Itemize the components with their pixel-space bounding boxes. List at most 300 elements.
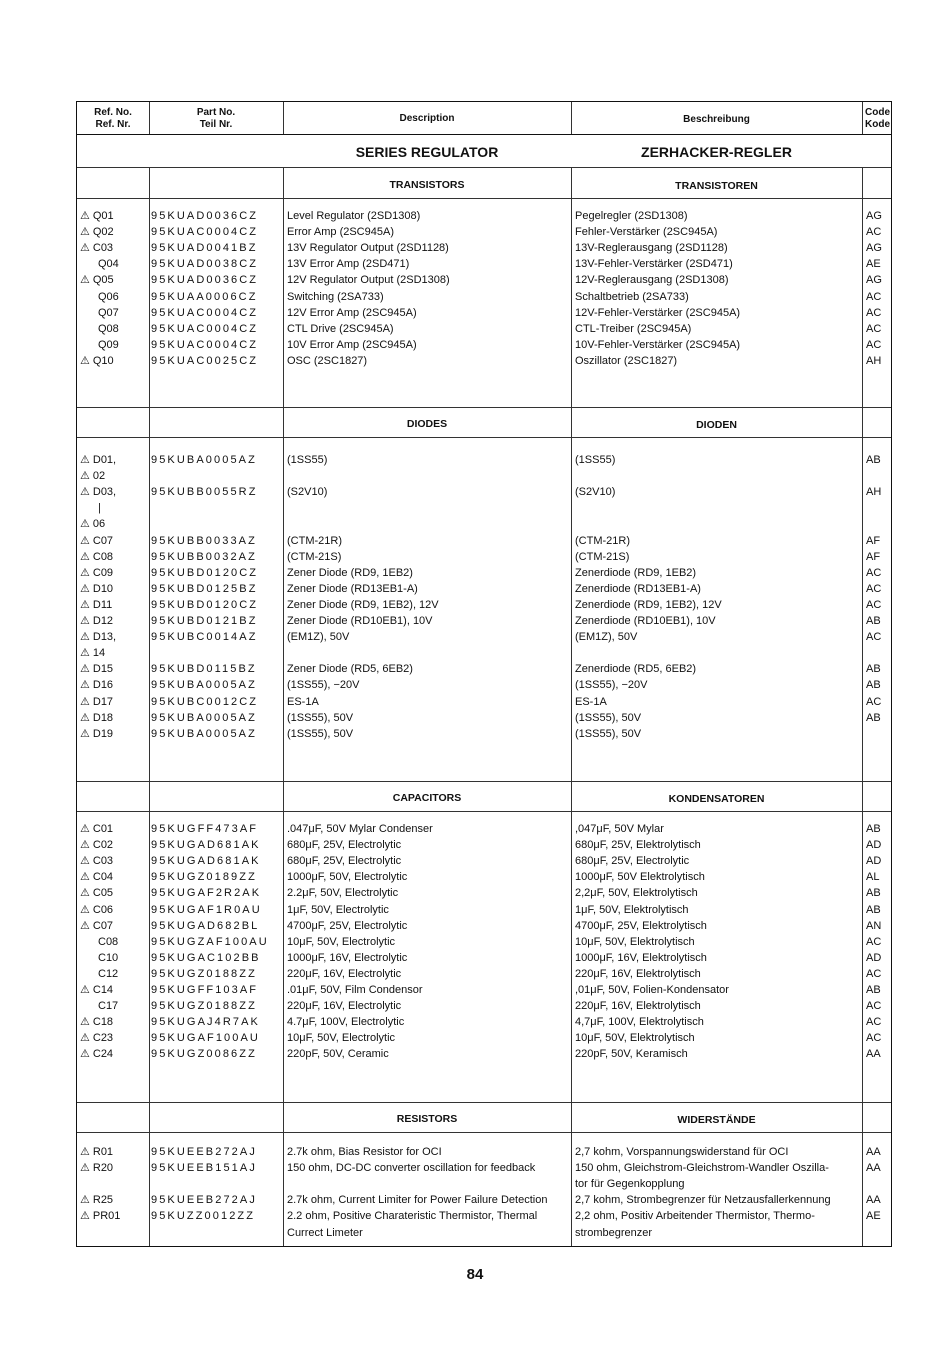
part-number: 95KUGAC102BB — [151, 951, 261, 964]
header-beschreibung: Beschreibung — [683, 114, 750, 125]
warning-icon: ⚠ — [80, 711, 90, 724]
description: OSC (2SC1827) — [287, 354, 368, 367]
part-number: 95KUEEB272AJ — [151, 1146, 257, 1158]
ref-cell — [80, 468, 105, 484]
warning-icon: ⚠ — [80, 534, 90, 547]
part-number: 95KUGZ0188ZZ — [151, 1000, 257, 1013]
beschreibung: 2,2μF, 50V, Elektrolytisch — [575, 887, 698, 900]
ref-cell — [80, 853, 113, 869]
beschreibung: 10V-Fehler-Verstärker (2SC945A) — [575, 338, 741, 351]
code: AB — [866, 823, 881, 835]
beschreibung: 10μF, 50V, Elektrolytisch — [575, 935, 695, 948]
beschreibung: Zenerdiode (RD9, 1EB2), 12V — [575, 598, 722, 611]
description: (CTM-21S) — [287, 550, 342, 563]
title-de: ZERHACKER-REGLER — [641, 144, 792, 160]
ref-number: | — [98, 502, 101, 515]
beschreibung: 2,2 ohm, Positiv Arbeitender Thermistor, Thermo- — [575, 1210, 815, 1223]
code: AB — [866, 663, 881, 676]
ref-cell — [80, 726, 113, 742]
ref-number: C10 — [98, 951, 119, 964]
table-row — [77, 710, 893, 726]
header-description: Description — [399, 113, 455, 124]
ref-cell — [80, 1208, 120, 1224]
table-row — [77, 256, 893, 272]
ref-cell — [80, 549, 113, 565]
ref-cell — [80, 353, 114, 369]
table-row — [77, 321, 893, 337]
table-row — [77, 645, 893, 661]
ref-cell — [80, 677, 113, 693]
ref-cell — [80, 516, 105, 532]
ref-cell — [80, 918, 113, 934]
ref-cell — [80, 710, 113, 726]
table-row — [77, 549, 893, 565]
part-number: 95KUAC0004CZ — [151, 338, 259, 351]
section-title-en: CAPACITORS — [392, 792, 462, 804]
description: 10μF, 50V, Electrolytic — [287, 935, 396, 948]
part-number: 95KUAC0004CZ — [151, 322, 259, 335]
table-row — [77, 516, 893, 532]
code: AC — [866, 290, 882, 303]
table-row — [77, 468, 893, 484]
warning-icon: ⚠ — [80, 550, 90, 563]
part-number: 95KUBD0120CZ — [151, 566, 259, 579]
description: 220μF, 16V, Electrolytic — [287, 1000, 402, 1013]
beschreibung: Zenerdiode (RD9, 1EB2) — [575, 566, 697, 579]
ref-number: Q10 — [92, 354, 114, 367]
warning-icon: ⚠ — [80, 1210, 90, 1223]
description: Error Amp (2SC945A) — [287, 226, 394, 239]
description: (1SS55), −20V — [287, 679, 360, 692]
ref-number: R20 — [92, 1162, 114, 1175]
header-kode-label: Kode — [865, 119, 890, 130]
part-number: 95KUGAD682BL — [151, 919, 260, 932]
beschreibung: strombegrenzer — [575, 1226, 653, 1239]
table-row — [77, 597, 893, 613]
ref-number: C08 — [98, 935, 119, 948]
code: AA — [866, 1162, 881, 1175]
code: AA — [866, 1146, 881, 1158]
code: AB — [866, 984, 881, 996]
warning-icon: ⚠ — [80, 274, 90, 287]
part-number: 95KUBA0005AZ — [151, 727, 257, 740]
part-number: 95KUBD0120CZ — [151, 598, 259, 611]
description: Zener Diode (RD9, 1EB2) — [287, 566, 413, 579]
warning-icon: ⚠ — [80, 855, 90, 868]
part-number: 95KUBA0005AZ — [151, 454, 257, 466]
ref-cell — [80, 934, 118, 950]
header-ref-no: Ref. No. — [94, 107, 132, 118]
ref-cell — [80, 1225, 98, 1241]
ref-cell — [80, 694, 113, 710]
description: 680μF, 25V, Electrolytic — [287, 839, 402, 852]
table-row — [77, 837, 893, 853]
code: AC — [866, 967, 882, 980]
warning-icon: ⚠ — [80, 984, 90, 996]
warning-icon: ⚠ — [80, 727, 90, 740]
beschreibung: 2,7 kohm, Vorspannungswiderstand für OCI — [575, 1146, 789, 1158]
warning-icon: ⚠ — [80, 823, 90, 835]
beschreibung: 12V-Fehler-Verstärker (2SC945A) — [575, 306, 741, 319]
description: 10V Error Amp (2SC945A) — [287, 338, 417, 351]
description: (CTM-21R) — [287, 534, 342, 547]
code: AC — [866, 1032, 882, 1045]
table-row — [77, 1030, 893, 1046]
table-row — [77, 500, 893, 516]
ref-cell — [80, 581, 113, 597]
beschreibung: ,01μF, 50V, Folien-Kondensator — [575, 984, 729, 996]
table-row — [77, 1014, 893, 1030]
section-band — [150, 408, 283, 437]
description: 10μF, 50V, Electrolytic — [287, 1032, 396, 1045]
beschreibung: 10μF, 50V, Elektrolytisch — [575, 1032, 695, 1045]
ref-number: Q02 — [92, 226, 114, 239]
description: CTL Drive (2SC945A) — [287, 322, 394, 335]
beschreibung: 13V-Fehler-Verstärker (2SD471) — [575, 258, 733, 271]
beschreibung: 220μF, 16V, Elektrolytisch — [575, 967, 701, 980]
beschreibung: 680μF, 25V, Electrolytic — [575, 855, 690, 868]
code: AB — [866, 711, 881, 724]
table-row — [77, 1176, 893, 1192]
code: AC — [866, 1000, 882, 1013]
section-title-en: TRANSISTORS — [389, 179, 465, 191]
description: Zener Diode (RD5, 6EB2) — [287, 663, 413, 676]
warning-icon: ⚠ — [80, 695, 90, 708]
code: AB — [866, 903, 881, 916]
ref-number: D01, — [92, 454, 117, 466]
warning-icon: ⚠ — [80, 1146, 90, 1158]
description: 1μF, 50V, Electrolytic — [287, 903, 389, 916]
description: 1000μF, 50V, Electrolytic — [287, 871, 408, 884]
table-row — [77, 533, 893, 549]
beschreibung: (1SS55), 50V — [575, 727, 642, 740]
ref-number: D19 — [92, 727, 114, 740]
warning-icon: ⚠ — [80, 1162, 90, 1175]
code: AG — [866, 274, 882, 287]
table-row — [77, 661, 893, 677]
section-title-de: KONDENSATOREN — [668, 793, 765, 805]
ref-cell — [80, 256, 119, 272]
part-number: 95KUBB0055RZ — [151, 486, 258, 499]
code: AD — [866, 855, 882, 868]
part-number: 95KUAC0004CZ — [151, 306, 259, 319]
section-title-de: TRANSISTOREN — [675, 180, 758, 192]
description: 13V Regulator Output (2SD1128) — [287, 242, 449, 255]
ref-number: R01 — [92, 1146, 114, 1158]
beschreibung: 1μF, 50V, Elektrolytisch — [575, 903, 689, 916]
ref-cell — [80, 597, 112, 613]
description: 4.7μF, 100V, Electrolytic — [287, 1016, 405, 1029]
beschreibung: 12V-Reglerausgang (2SD1308) — [575, 274, 729, 287]
beschreibung: 150 ohm, Gleichstrom-Gleichstrom-Wandler Oszilla- — [575, 1162, 829, 1175]
part-number: 95KUEEB272AJ — [151, 1194, 257, 1207]
table-row — [77, 484, 893, 500]
code: AF — [866, 534, 881, 547]
table-row — [77, 1160, 893, 1176]
beschreibung: Pegelregler (2SD1308) — [575, 210, 688, 222]
code: AL — [866, 871, 880, 884]
parts-table — [76, 101, 892, 1247]
warning-icon: ⚠ — [80, 226, 90, 239]
warning-icon: ⚠ — [80, 903, 90, 916]
table-row — [77, 982, 893, 998]
part-number: 95KUGAD681AK — [151, 855, 261, 868]
beschreibung: Fehler-Verstärker (2SC945A) — [575, 226, 718, 239]
code: AC — [866, 566, 882, 579]
ref-cell — [80, 272, 114, 288]
description: 680μF, 25V, Electrolytic — [287, 855, 402, 868]
beschreibung: (1SS55), 50V — [575, 711, 642, 724]
beschreibung: (CTM-21S) — [575, 550, 630, 563]
ref-cell — [80, 484, 116, 500]
part-number: 95KUGAD681AK — [151, 839, 261, 852]
description: Switching (2SA733) — [287, 290, 384, 303]
section-band — [150, 169, 283, 198]
table-row — [77, 918, 893, 934]
ref-number: C14 — [92, 984, 114, 996]
ref-cell — [80, 500, 101, 516]
beschreibung: 1000μF, 16V, Elektrolytisch — [575, 951, 707, 964]
code: AF — [866, 550, 881, 563]
part-number: 95KUBD0115BZ — [151, 663, 257, 676]
code: AC — [866, 598, 882, 611]
table-row — [77, 726, 893, 742]
section-title-de: WIDERSTÄNDE — [677, 1114, 756, 1126]
page-number: 84 — [466, 1266, 484, 1283]
warning-icon: ⚠ — [80, 1032, 90, 1045]
description: 150 ohm, DC-DC converter oscillation for feedback — [287, 1162, 536, 1175]
warning-icon: ⚠ — [80, 1194, 90, 1207]
table-row — [77, 305, 893, 321]
ref-number: C18 — [92, 1016, 114, 1029]
warning-icon: ⚠ — [80, 354, 90, 367]
warning-icon: ⚠ — [80, 518, 90, 531]
title-band — [77, 135, 891, 167]
ref-number: C07 — [92, 534, 114, 547]
ref-cell — [80, 224, 114, 240]
ref-cell — [80, 661, 113, 677]
code: AH — [866, 354, 882, 367]
description: (1SS55), 50V — [287, 727, 354, 740]
beschreibung: 220pF, 50V, Keramisch — [575, 1048, 688, 1061]
table-row — [77, 353, 893, 369]
ref-number: C17 — [98, 1000, 119, 1013]
ref-cell — [80, 1014, 113, 1030]
part-number: 95KUGZ0188ZZ — [151, 967, 257, 980]
description: Level Regulator (2SD1308) — [287, 210, 421, 222]
part-number: 95KUBD0125BZ — [151, 582, 258, 595]
warning-icon: ⚠ — [80, 210, 90, 222]
table-row — [77, 1192, 893, 1208]
table-row — [77, 934, 893, 950]
part-number: 95KUAD0036CZ — [151, 210, 259, 222]
warning-icon: ⚠ — [80, 566, 90, 579]
section-band — [78, 782, 149, 811]
ref-number: Q06 — [98, 290, 119, 303]
ref-cell — [80, 533, 113, 549]
part-number: 95KUAD0038CZ — [151, 258, 259, 271]
table-row — [77, 853, 893, 869]
beschreibung: 680μF, 25V, Elektrolytisch — [575, 839, 701, 852]
ref-number: Q04 — [98, 258, 119, 271]
ref-cell — [80, 837, 113, 853]
section-band — [78, 408, 149, 437]
description: (1SS55) — [287, 454, 328, 466]
ref-number: Q07 — [98, 306, 119, 319]
header-code — [862, 107, 893, 131]
code: AC — [866, 306, 882, 319]
ref-cell — [80, 1160, 113, 1176]
warning-icon: ⚠ — [80, 454, 90, 466]
beschreibung: Zenerdiode (RD5, 6EB2) — [575, 663, 697, 676]
part-number: 95KUAC0004CZ — [151, 226, 259, 239]
description: Zener Diode (RD10EB1), 10V — [287, 615, 433, 627]
table-row — [77, 677, 893, 693]
ref-number: C03 — [92, 242, 114, 255]
code: AE — [866, 258, 881, 271]
description: 12V Regulator Output (2SD1308) — [287, 274, 450, 287]
header-teil-nr: Teil Nr. — [199, 119, 233, 130]
part-number: 95KUBD0121BZ — [151, 615, 258, 627]
table-row — [77, 966, 893, 982]
description: Currect Limeter — [287, 1226, 363, 1239]
warning-icon: ⚠ — [80, 242, 90, 255]
table-row — [77, 1144, 893, 1160]
warning-icon: ⚠ — [80, 486, 90, 499]
code: AC — [866, 935, 882, 948]
title-divider — [77, 167, 891, 168]
ref-cell — [80, 305, 119, 321]
description: 4700μF, 25V, Electrolytic — [287, 919, 408, 932]
beschreibung: (S2V10) — [575, 486, 616, 499]
table-row — [77, 240, 893, 256]
table-row — [77, 694, 893, 710]
ref-cell — [80, 966, 118, 982]
table-row — [77, 337, 893, 353]
ref-number: C09 — [92, 566, 114, 579]
beschreibung: CTL-Treiber (2SC945A) — [575, 322, 692, 335]
ref-number: D17 — [92, 695, 114, 708]
ref-number: Q09 — [98, 338, 119, 351]
beschreibung: (1SS55) — [575, 454, 616, 466]
ref-cell — [80, 982, 113, 998]
ref-cell — [80, 337, 119, 353]
ref-number: PR01 — [92, 1210, 121, 1223]
beschreibung: 4700μF, 25V, Elektrolytisch — [575, 919, 707, 932]
table-row — [77, 208, 893, 224]
ref-number: C06 — [92, 903, 114, 916]
ref-cell — [80, 565, 113, 581]
ref-cell — [80, 629, 116, 645]
table-row — [77, 1208, 893, 1224]
ref-number: C05 — [92, 887, 114, 900]
part-number: 95KUGAJ4R7AK — [151, 1016, 260, 1029]
description: (1SS55), 50V — [287, 711, 354, 724]
part-number: 95KUGFF103AF — [151, 984, 259, 996]
warning-icon: ⚠ — [80, 919, 90, 932]
code: AB — [866, 615, 881, 627]
part-number: 95KUAA0006CZ — [151, 290, 258, 303]
table-row — [77, 272, 893, 288]
description: 2.2 ohm, Positive Charateristic Thermistor, Thermal — [287, 1210, 538, 1223]
ref-cell — [80, 869, 113, 885]
ref-number: D13, — [92, 631, 117, 644]
code: AG — [866, 210, 882, 222]
description: 220pF, 50V, Ceramic — [287, 1048, 389, 1061]
ref-cell — [80, 645, 105, 661]
part-number: 95KUAD0036CZ — [151, 274, 259, 287]
beschreibung: Oszillator (2SC1827) — [575, 354, 678, 367]
ref-number: D10 — [92, 582, 114, 595]
code: AA — [866, 1048, 881, 1061]
ref-number: Q08 — [98, 322, 119, 335]
code: AN — [866, 919, 882, 932]
ref-cell — [80, 452, 116, 468]
table-row — [77, 1046, 893, 1062]
code: AC — [866, 322, 882, 335]
warning-icon: ⚠ — [80, 663, 90, 676]
ref-cell — [80, 613, 113, 629]
code: AD — [866, 839, 882, 852]
beschreibung: 2,7 kohm, Strombegrenzer für Netzausfallerkennung — [575, 1194, 831, 1207]
table-row — [77, 565, 893, 581]
ref-cell — [80, 1176, 98, 1192]
code: AG — [866, 242, 882, 255]
description: Zener Diode (RD13EB1-A) — [287, 582, 418, 595]
beschreibung: Zenerdiode (RD10EB1), 10V — [575, 615, 716, 627]
table-row — [77, 224, 893, 240]
description: (S2V10) — [287, 486, 328, 499]
beschreibung: 220μF, 16V, Elektrolytisch — [575, 1000, 701, 1013]
description: ES-1A — [287, 695, 319, 708]
section-band — [78, 1103, 149, 1132]
part-number: 95KUAD0041BZ — [151, 242, 258, 255]
ref-cell — [80, 321, 119, 337]
ref-cell — [80, 998, 118, 1014]
table-row — [77, 821, 893, 837]
ref-number: 06 — [92, 518, 106, 531]
code: AA — [866, 1194, 881, 1207]
beschreibung: (CTM-21R) — [575, 534, 630, 547]
part-number: 95KUBA0005AZ — [151, 679, 257, 692]
part-number: 95KUBA0005AZ — [151, 711, 257, 724]
header-ref-nr: Ref. Nr. — [95, 119, 131, 130]
title-en: SERIES REGULATOR — [355, 144, 499, 160]
ref-number: C02 — [92, 839, 114, 852]
ref-number: C01 — [92, 823, 114, 835]
ref-number: D18 — [92, 711, 114, 724]
ref-number: C12 — [98, 967, 119, 980]
table-row — [77, 613, 893, 629]
beschreibung: 1000μF, 50V Elektrolytisch — [575, 871, 705, 884]
ref-cell — [80, 240, 113, 256]
section-divider — [77, 1132, 891, 1133]
warning-icon: ⚠ — [80, 887, 90, 900]
table-row — [77, 885, 893, 901]
part-number: 95KUGAF2R2AK — [151, 887, 262, 900]
code: AC — [866, 695, 882, 708]
beschreibung: tor für Gegenkopplung — [575, 1178, 685, 1191]
ref-number: C03 — [92, 855, 114, 868]
ref-cell — [80, 1030, 113, 1046]
part-number: 95KUGZ0189ZZ — [151, 871, 257, 884]
ref-cell — [80, 1144, 113, 1160]
section-band — [150, 782, 283, 811]
ref-number: 14 — [92, 647, 106, 660]
code: AC — [866, 1016, 882, 1029]
table-row — [77, 950, 893, 966]
section-title-en: DIODES — [406, 418, 448, 430]
